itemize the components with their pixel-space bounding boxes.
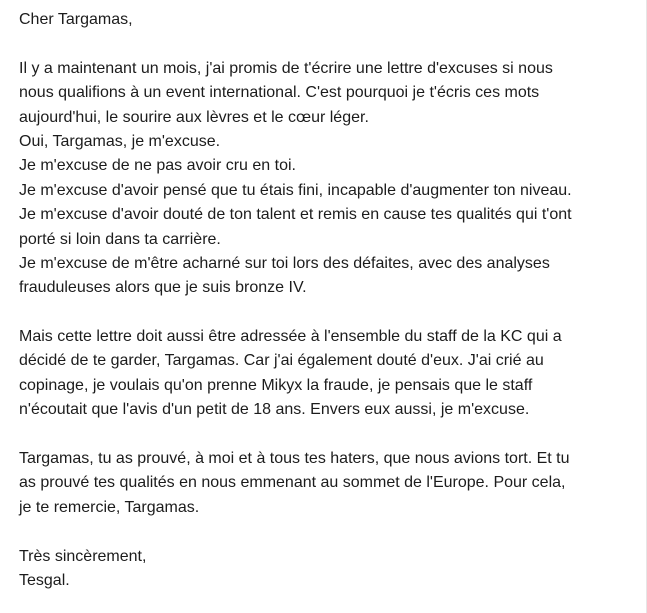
signature: Tesgal.	[19, 571, 70, 589]
paragraph-1	[19, 57, 641, 301]
paragraph-gap	[19, 520, 641, 544]
paragraph-2	[19, 325, 641, 423]
letter-line: Je m'excuse de ne pas avoir cru en toi.	[19, 157, 296, 175]
paragraph-3	[19, 447, 641, 520]
letter-line: Je m'excuse d'avoir pensé que tu étais fini, incapable d'augmenter ton niveau.	[19, 181, 572, 199]
letter-line: Il y a maintenant un mois, j'ai promis de t'écrire une lettre d'excuses si nous	[19, 59, 553, 77]
letter-line: copinage, je voulais qu'on prenne Mikyx la fraude, je pensais que le staff	[19, 376, 533, 394]
letter-line: porté si loin dans ta carrière.	[19, 230, 221, 248]
letter-body	[19, 8, 641, 593]
letter-line: Je m'excuse d'avoir douté de ton talent et remis en cause tes qualités qui t'ont	[19, 206, 572, 224]
closing: Très sincèrement,	[19, 547, 147, 565]
paragraph-gap	[19, 32, 641, 56]
letter-line: frauduleuses alors que je suis bronze IV.	[19, 279, 307, 297]
paragraph-gap	[19, 301, 641, 325]
paragraph-gap	[19, 423, 641, 447]
greeting: Cher Targamas,	[19, 11, 133, 28]
letter-line: Mais cette lettre doit aussi être adressée à l'ensemble du staff de la KC qui a	[19, 328, 562, 346]
letter-line: n'écoutait que l'avis d'un petit de 18 ans. Envers eux aussi, je m'excuse.	[19, 401, 530, 419]
letter-line: aujourd'hui, le sourire aux lèvres et le cœur léger.	[19, 108, 369, 126]
letter-line: décidé de te garder, Targamas. Car j'ai également douté d'eux. J'ai crié au	[19, 352, 544, 370]
letter-line: je te remercie, Targamas.	[19, 498, 200, 516]
letter-line: Targamas, tu as prouvé, à moi et à tous tes haters, que nous avions tort. Et tu	[19, 450, 570, 468]
letter-line: Je m'excuse de m'être acharné sur toi lors des défaites, avec des analyses	[19, 254, 550, 272]
letter-line: as prouvé tes qualités en nous emmenant au sommet de l'Europe. Pour cela,	[19, 474, 566, 492]
letter-line: nous qualifions à un event international. C'est pourquoi je t'écris ces mots	[19, 84, 540, 102]
letter-line: Oui, Targamas, je m'excuse.	[19, 132, 221, 150]
